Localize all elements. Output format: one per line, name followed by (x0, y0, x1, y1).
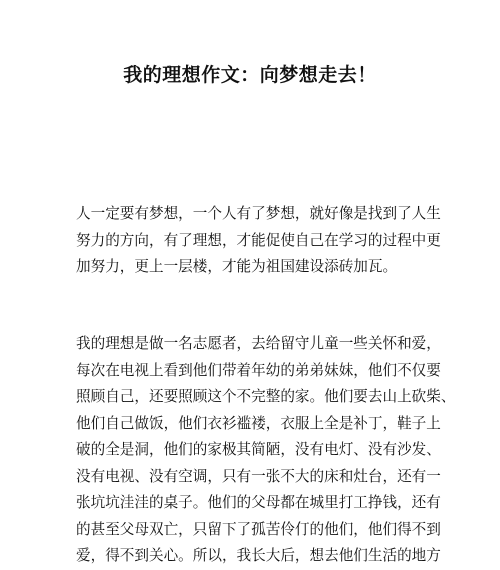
document-title: 我的理想作文：向梦想走去！ (123, 64, 377, 86)
paragraph-line: 我的理想是做一名志愿者，去给留守儿童一些关怀和爱， (76, 335, 441, 352)
paragraph-line: 张坑坑洼洼的桌子。他们的父母都在城里打工挣钱，还有 (76, 494, 441, 511)
paragraph-line: 他们自己做饭，他们衣衫褴褛，衣服上全是补丁，鞋子上 (76, 414, 441, 432)
paragraph-2 (76, 331, 456, 570)
paragraph-line: 努力的方向，有了理想，才能促使自己在学习的过程中更 (76, 231, 441, 249)
paragraph-line: 没有电视、没有空调，只有一张不大的床和灶台，还有一 (76, 467, 441, 485)
paragraph-line: 每次在电视上看到他们带着年幼的弟弟妹妹，他们不仅要 (76, 361, 441, 379)
paragraph-1 (76, 201, 441, 281)
paragraph-line: 破的全是洞，他们的家极其简陋，没有电灯、没有沙发、 (76, 441, 441, 458)
paragraph-line: 的甚至父母双亡，只留下了孤苦伶仃的他们，他们得不到 (76, 520, 441, 538)
paragraph-line: 加努力，更上一层楼，才能为祖国建设添砖加瓦。 (76, 258, 398, 275)
paragraph-line: 爱，得不到关心。所以，我长大后，想去他们生活的地方 (76, 547, 441, 564)
paragraph-line: 人一定要有梦想，一个人有了梦想，就好像是找到了人生 (76, 205, 441, 222)
paragraph-line: 照顾自己，还要照顾这个不完整的家。他们要去山上砍柴、 (76, 388, 456, 405)
